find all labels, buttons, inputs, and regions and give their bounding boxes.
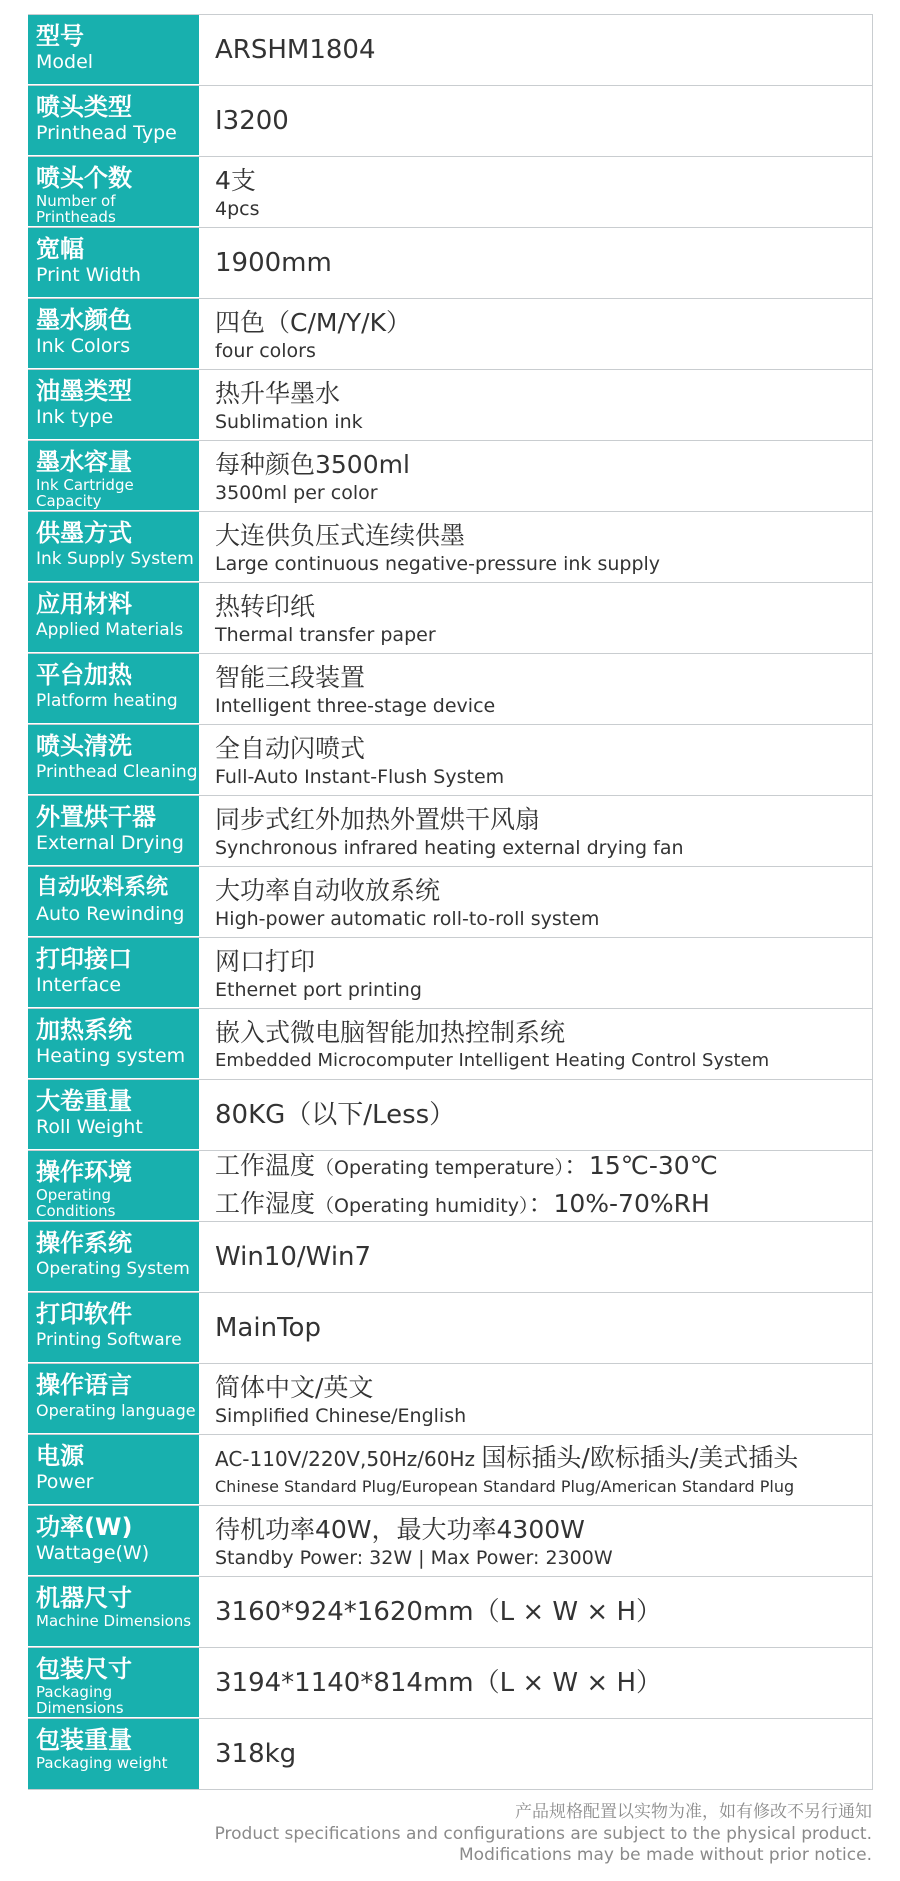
disclaimer-zh: 产品规格配置以实物为准，如有修改不另行通知 bbox=[515, 1802, 872, 1822]
label-zh: 喷头类型 bbox=[36, 93, 132, 121]
operating-humidity bbox=[215, 1186, 872, 1221]
label-en: Operating Conditions bbox=[36, 1186, 116, 1220]
value-en: Full-Auto Instant-Flush System bbox=[215, 765, 505, 788]
label-en: Ink type bbox=[36, 406, 114, 428]
spec-row-external-drying bbox=[28, 796, 872, 867]
value-en: 4pcs bbox=[215, 197, 260, 220]
value-text: 1900mm bbox=[215, 248, 332, 278]
row-label bbox=[28, 86, 199, 156]
row-label bbox=[28, 1364, 199, 1434]
label-zh: 打印接口 bbox=[36, 945, 132, 973]
hum-label-zh: 工作湿度 bbox=[215, 1189, 316, 1218]
value-zh: 智能三段装置 bbox=[215, 662, 366, 692]
value-zh: 全自动闪喷式 bbox=[215, 733, 366, 763]
value-zh: 同步式红外加热外置烘干风扇 bbox=[215, 804, 541, 834]
spec-row-platform-heating bbox=[28, 654, 872, 725]
label-zh: 平台加热 bbox=[36, 661, 132, 689]
label-zh: 自动收料系统 bbox=[36, 875, 169, 900]
row-value bbox=[199, 1080, 872, 1150]
spec-row-printhead-type bbox=[28, 86, 872, 157]
label-zh: 外置烘干器 bbox=[36, 803, 156, 831]
row-value bbox=[199, 1293, 872, 1363]
row-label bbox=[28, 1648, 199, 1718]
row-value bbox=[199, 1151, 872, 1221]
label-zh: 型号 bbox=[36, 22, 84, 50]
spec-row-interface bbox=[28, 938, 872, 1009]
value-en: Large continuous negative-pressure ink supply bbox=[215, 552, 661, 575]
spec-row-ink-type bbox=[28, 370, 872, 441]
label-en: Printhead Type bbox=[36, 122, 177, 144]
spec-table bbox=[28, 14, 873, 1790]
value-en: Intelligent three-stage device bbox=[215, 694, 496, 717]
row-label bbox=[28, 725, 199, 795]
value-en: Ethernet port printing bbox=[215, 978, 422, 1001]
row-value bbox=[199, 1719, 872, 1789]
disclaimer-en-line1: Product specifications and configurations are subject to the physical product. bbox=[214, 1824, 872, 1844]
label-en: Operating language bbox=[36, 1401, 196, 1420]
row-label bbox=[28, 796, 199, 866]
label-zh: 操作系统 bbox=[36, 1229, 132, 1257]
label-en: Print Width bbox=[36, 264, 141, 286]
row-label bbox=[28, 1435, 199, 1505]
value-en: 3500ml per color bbox=[215, 481, 378, 504]
value-text: 3160*924*1620mm（L × W × H） bbox=[215, 1597, 662, 1627]
label-zh: 打印软件 bbox=[36, 1300, 132, 1328]
spec-row-machine-dimensions bbox=[28, 1577, 872, 1648]
spec-row-packaging-weight bbox=[28, 1719, 872, 1790]
label-zh: 包装重量 bbox=[36, 1726, 132, 1754]
row-label bbox=[28, 1151, 199, 1221]
value-en: four colors bbox=[215, 339, 316, 362]
row-value bbox=[199, 86, 872, 156]
label-en: Printhead Cleaning bbox=[36, 762, 198, 782]
hum-value: ：10%-70%RH bbox=[528, 1189, 710, 1218]
value-en: Thermal transfer paper bbox=[215, 623, 436, 646]
row-label bbox=[28, 157, 199, 227]
label-en: Interface bbox=[36, 974, 122, 996]
row-label bbox=[28, 867, 199, 937]
row-value bbox=[199, 867, 872, 937]
row-value bbox=[199, 725, 872, 795]
label-en: Ink Cartridge Capacity bbox=[36, 476, 134, 510]
spec-row-printhead-count bbox=[28, 157, 872, 228]
row-label bbox=[28, 583, 199, 653]
label-en: Applied Materials bbox=[36, 620, 184, 640]
label-zh: 电源 bbox=[36, 1442, 84, 1470]
value-zh: 每种颜色3500ml bbox=[215, 449, 410, 479]
hum-label-en: （Operating humidity） bbox=[315, 1195, 529, 1217]
label-zh: 油墨类型 bbox=[36, 377, 132, 405]
row-value bbox=[199, 583, 872, 653]
value-text: I3200 bbox=[215, 106, 289, 136]
value-en: Embedded Microcomputer Intelligent Heating Control System bbox=[215, 1049, 770, 1071]
spec-row-packaging-dimensions bbox=[28, 1648, 872, 1719]
power-voltage: AC-110V/220V,50Hz/60Hz bbox=[215, 1446, 476, 1471]
row-value bbox=[199, 1577, 872, 1647]
label-en: Heating system bbox=[36, 1045, 186, 1067]
spec-row-ink-colors bbox=[28, 299, 872, 370]
value-zh: 简体中文/英文 bbox=[215, 1372, 374, 1402]
label-zh: 应用材料 bbox=[36, 590, 132, 618]
row-value bbox=[199, 512, 872, 582]
label-zh: 机器尺寸 bbox=[36, 1584, 132, 1612]
value-zh: 4支 bbox=[215, 165, 256, 195]
row-label bbox=[28, 512, 199, 582]
disclaimer-en-line2: Modifications may be made without prior notice. bbox=[459, 1845, 872, 1865]
label-zh: 大卷重量 bbox=[36, 1087, 132, 1115]
row-label bbox=[28, 938, 199, 1008]
value-zh: 大连供负压式连续供墨 bbox=[215, 520, 466, 550]
value-zh: 四色（C/M/Y/K） bbox=[215, 307, 411, 337]
row-label bbox=[28, 228, 199, 298]
label-zh: 操作环境 bbox=[36, 1158, 132, 1186]
spec-row-printhead-cleaning bbox=[28, 725, 872, 796]
label-zh: 供墨方式 bbox=[36, 519, 132, 547]
row-value bbox=[199, 1009, 872, 1079]
label-en: Packaging weight bbox=[36, 1754, 168, 1772]
label-en: Operating System bbox=[36, 1259, 190, 1279]
row-value bbox=[199, 1506, 872, 1576]
spec-row-auto-rewinding bbox=[28, 867, 872, 938]
row-value bbox=[199, 1364, 872, 1434]
label-en: Auto Rewinding bbox=[36, 903, 185, 925]
label-en: Machine Dimensions bbox=[36, 1612, 192, 1630]
label-en: Roll Weight bbox=[36, 1116, 143, 1138]
row-value bbox=[199, 228, 872, 298]
value-text: 3194*1140*814mm（L × W × H） bbox=[215, 1668, 662, 1698]
row-value bbox=[199, 299, 872, 369]
spec-row-wattage bbox=[28, 1506, 872, 1577]
row-label bbox=[28, 1009, 199, 1079]
row-value bbox=[199, 370, 872, 440]
spec-row-applied-materials bbox=[28, 583, 872, 654]
row-label bbox=[28, 1293, 199, 1363]
row-label bbox=[28, 15, 199, 85]
label-en: Wattage(W) bbox=[36, 1542, 150, 1564]
label-en: Number of Printheads bbox=[36, 192, 116, 226]
power-spec-line bbox=[215, 1442, 872, 1475]
spec-row-operating-conditions bbox=[28, 1151, 872, 1222]
temp-value: ：15℃-30℃ bbox=[563, 1151, 718, 1180]
value-text: MainTop bbox=[215, 1313, 321, 1343]
row-value bbox=[199, 938, 872, 1008]
spec-row-print-width bbox=[28, 228, 872, 299]
row-label bbox=[28, 654, 199, 724]
value-zh: 大功率自动收放系统 bbox=[215, 875, 441, 905]
value-text: ARSHM1804 bbox=[215, 35, 376, 65]
spec-row-power bbox=[28, 1435, 872, 1506]
value-zh: 热转印纸 bbox=[215, 591, 316, 621]
value-text: 318kg bbox=[215, 1739, 297, 1769]
row-label bbox=[28, 1577, 199, 1647]
value-en: Chinese Standard Plug/European Standard Plug/American Standard Plug bbox=[215, 1476, 795, 1496]
label-zh: 包装尺寸 bbox=[36, 1655, 132, 1683]
temp-label-zh: 工作温度 bbox=[215, 1151, 316, 1180]
label-zh: 操作语言 bbox=[36, 1371, 132, 1399]
value-text: Win10/Win7 bbox=[215, 1242, 372, 1272]
row-value bbox=[199, 1222, 872, 1292]
value-text: 80KG（以下/Less） bbox=[215, 1100, 456, 1130]
spec-row-model bbox=[28, 15, 872, 86]
row-value bbox=[199, 1435, 872, 1505]
operating-temperature bbox=[215, 1151, 872, 1186]
value-en: Simplified Chinese/English bbox=[215, 1404, 467, 1427]
temp-label-en: （Operating temperature） bbox=[315, 1157, 564, 1179]
label-zh: 加热系统 bbox=[36, 1016, 132, 1044]
value-en: High-power automatic roll-to-roll system bbox=[215, 907, 600, 930]
row-label bbox=[28, 441, 199, 511]
label-zh: 宽幅 bbox=[36, 235, 84, 263]
spec-row-ink-capacity bbox=[28, 441, 872, 512]
row-value bbox=[199, 1648, 872, 1718]
row-label bbox=[28, 1506, 199, 1576]
row-value bbox=[199, 441, 872, 511]
value-zh: 待机功率40W，最大功率4300W bbox=[215, 1514, 585, 1544]
row-value bbox=[199, 796, 872, 866]
value-en: Synchronous infrared heating external drying fan bbox=[215, 836, 684, 859]
row-value bbox=[199, 654, 872, 724]
label-en: Ink Supply System bbox=[36, 549, 194, 569]
value-en: Standby Power: 32W | Max Power: 2300W bbox=[215, 1546, 613, 1569]
disclaimer-footer bbox=[215, 1800, 872, 1866]
row-label bbox=[28, 370, 199, 440]
row-label bbox=[28, 299, 199, 369]
label-zh: 喷头清洗 bbox=[36, 732, 132, 760]
label-zh: 墨水容量 bbox=[36, 448, 132, 476]
label-en: Printing Software bbox=[36, 1330, 182, 1350]
label-zh: 喷头个数 bbox=[36, 164, 132, 192]
power-plug-zh: 国标插头/欧标插头/美式插头 bbox=[481, 1442, 799, 1472]
value-zh: 网口打印 bbox=[215, 946, 316, 976]
label-en: Platform heating bbox=[36, 691, 178, 711]
spec-row-operating-system bbox=[28, 1222, 872, 1293]
row-value bbox=[199, 157, 872, 227]
spec-row-printing-software bbox=[28, 1293, 872, 1364]
spec-row-operating-language bbox=[28, 1364, 872, 1435]
label-zh: 墨水颜色 bbox=[36, 306, 132, 334]
value-zh: 热升华墨水 bbox=[215, 378, 341, 408]
label-en: Model bbox=[36, 51, 94, 73]
row-label bbox=[28, 1080, 199, 1150]
row-value bbox=[199, 15, 872, 85]
label-en: Ink Colors bbox=[36, 335, 131, 357]
spec-row-roll-weight bbox=[28, 1080, 872, 1151]
spec-row-heating-system bbox=[28, 1009, 872, 1080]
row-label bbox=[28, 1719, 199, 1789]
label-en: Packaging Dimensions bbox=[36, 1683, 124, 1717]
row-label bbox=[28, 1222, 199, 1292]
value-en: Sublimation ink bbox=[215, 410, 363, 433]
label-en: Power bbox=[36, 1471, 94, 1493]
value-zh: 嵌入式微电脑智能加热控制系统 bbox=[215, 1017, 566, 1047]
label-zh: 功率(W) bbox=[36, 1513, 133, 1541]
spec-row-ink-supply bbox=[28, 512, 872, 583]
label-en: External Drying bbox=[36, 832, 184, 854]
